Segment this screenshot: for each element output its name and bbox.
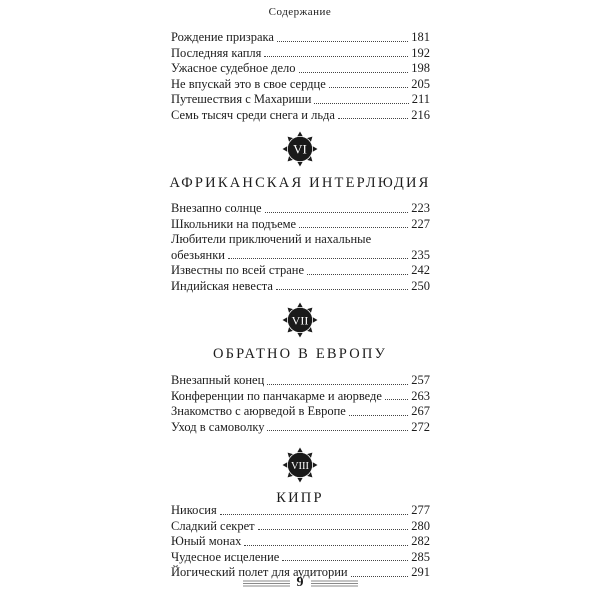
toc-entry-page: 280 — [411, 518, 430, 533]
toc-entry — [171, 534, 430, 550]
toc-entry — [171, 279, 430, 295]
part-title: КИПР — [276, 490, 324, 506]
right-ornament-rule-icon — [311, 580, 358, 587]
dot-leader — [267, 430, 408, 431]
part-emblem-vi — [281, 130, 319, 168]
toc-entry-title: Последняя капля — [171, 45, 262, 60]
toc-entry-page: 285 — [411, 549, 430, 564]
toc-entry-page: 235 — [411, 247, 430, 262]
lotus-emblem-icon — [281, 130, 319, 168]
toc-entry — [171, 217, 430, 233]
toc-entry-page: 227 — [411, 216, 430, 231]
dot-leader — [258, 529, 409, 530]
toc-entry-page: 242 — [411, 263, 430, 277]
toc-entry-title: Никосия — [171, 503, 217, 517]
toc-entry-title-line2: обезьянки — [171, 247, 225, 262]
dot-leader — [220, 514, 409, 515]
dot-leader — [265, 212, 409, 213]
dot-leader — [385, 399, 408, 400]
dot-leader — [244, 545, 408, 546]
toc-entry-page: 216 — [411, 107, 430, 122]
toc-entry — [171, 201, 430, 217]
dot-leader — [264, 56, 408, 57]
page-number: 9 — [296, 575, 304, 590]
toc-entry-page: 250 — [411, 278, 430, 293]
toc-list-continued — [171, 30, 430, 123]
toc-entry-title: Внезапный конец — [171, 373, 265, 387]
toc-entry-title: Семь тысяч среди снега и льда — [171, 107, 335, 122]
dot-leader — [299, 227, 408, 228]
toc-entry-page: 223 — [411, 201, 430, 215]
toc-entry-page: 257 — [411, 373, 430, 387]
toc-entry — [171, 30, 430, 46]
toc-list-part-vii — [171, 373, 430, 435]
toc-entry-page: 181 — [411, 30, 430, 44]
toc-entry-page: 263 — [411, 388, 430, 403]
dot-leader — [276, 289, 408, 290]
toc-list-part-vi — [171, 201, 430, 294]
toc-entry — [171, 373, 430, 389]
part-numeral: VIII — [290, 461, 310, 472]
dot-leader — [267, 384, 408, 385]
dot-leader — [299, 72, 409, 73]
toc-entry-title: Индийская невеста — [171, 278, 273, 293]
toc-entry-title: Конференции по панчакарме и аюрведе — [171, 388, 382, 403]
toc-entry-title: Известны по всей стране — [171, 263, 305, 277]
toc-entry-page: 198 — [411, 61, 430, 75]
toc-entry-page: 267 — [411, 404, 430, 418]
toc-entry — [171, 263, 430, 279]
toc-entry-title: Юный монах — [171, 534, 242, 548]
part-title: АФРИКАНСКАЯ ИНТЕРЛЮДИЯ — [169, 175, 431, 191]
part-emblem-vii — [281, 301, 319, 339]
toc-entry — [171, 420, 430, 436]
toc-entry-title: Чудесное исцеление — [171, 549, 280, 564]
toc-entry-page: 277 — [411, 503, 430, 517]
dot-leader — [329, 87, 408, 88]
toc-entry-title-line1: Любители приключений и нахальные — [171, 232, 372, 246]
toc-entry-title: Знакомство с аюрведой в Европе — [171, 404, 346, 418]
toc-entry — [171, 77, 430, 93]
part-numeral: VI — [293, 141, 307, 157]
toc-entry-page: 291 — [411, 565, 430, 579]
toc-entry-title: Путешествия с Махариши — [171, 92, 312, 106]
running-head: Содержание — [268, 6, 332, 18]
toc-entry-page: 211 — [411, 92, 430, 106]
toc-entry-title: Внезапно солнце — [171, 201, 262, 215]
lotus-emblem-icon — [281, 446, 319, 484]
toc-entry — [171, 404, 430, 420]
toc-entry-title: Рождение призрака — [171, 30, 274, 44]
toc-entry-title: Сладкий секрет — [171, 518, 255, 533]
toc-entry-page: 282 — [411, 534, 430, 548]
dot-leader — [277, 41, 408, 42]
page-footer — [0, 574, 600, 594]
dot-leader — [307, 274, 408, 275]
toc-entry-title: Йогический полет для аудитории — [171, 565, 348, 579]
toc-entry-page: 192 — [411, 45, 430, 60]
toc-entry — [171, 61, 430, 77]
toc-entry — [171, 92, 430, 108]
part-emblem-viii — [281, 446, 319, 484]
toc-entry-title: Уход в самоволку — [171, 419, 265, 434]
dot-leader — [228, 258, 408, 259]
toc-entry — [171, 248, 430, 264]
dot-leader — [349, 415, 408, 416]
toc-entry — [171, 550, 430, 566]
part-numeral: VII — [291, 313, 309, 328]
toc-entry-title: Ужасное судебное дело — [171, 61, 296, 75]
dot-leader — [338, 118, 408, 119]
toc-entry — [171, 503, 430, 519]
toc-entry-page: 272 — [411, 419, 430, 434]
toc-entry-title: Не впускай это в свое сердце — [171, 76, 326, 91]
toc-entry-page: 205 — [411, 76, 430, 91]
dot-leader — [314, 103, 408, 104]
lotus-emblem-icon — [281, 301, 319, 339]
dot-leader — [282, 560, 408, 561]
toc-entry — [171, 389, 430, 405]
toc-entry — [171, 46, 430, 62]
toc-entry — [171, 519, 430, 535]
part-title: ОБРАТНО В ЕВРОПУ — [212, 346, 388, 362]
toc-list-part-viii — [171, 503, 430, 581]
toc-entry — [171, 108, 430, 124]
toc-entry-title: Школьники на подъеме — [171, 216, 297, 231]
